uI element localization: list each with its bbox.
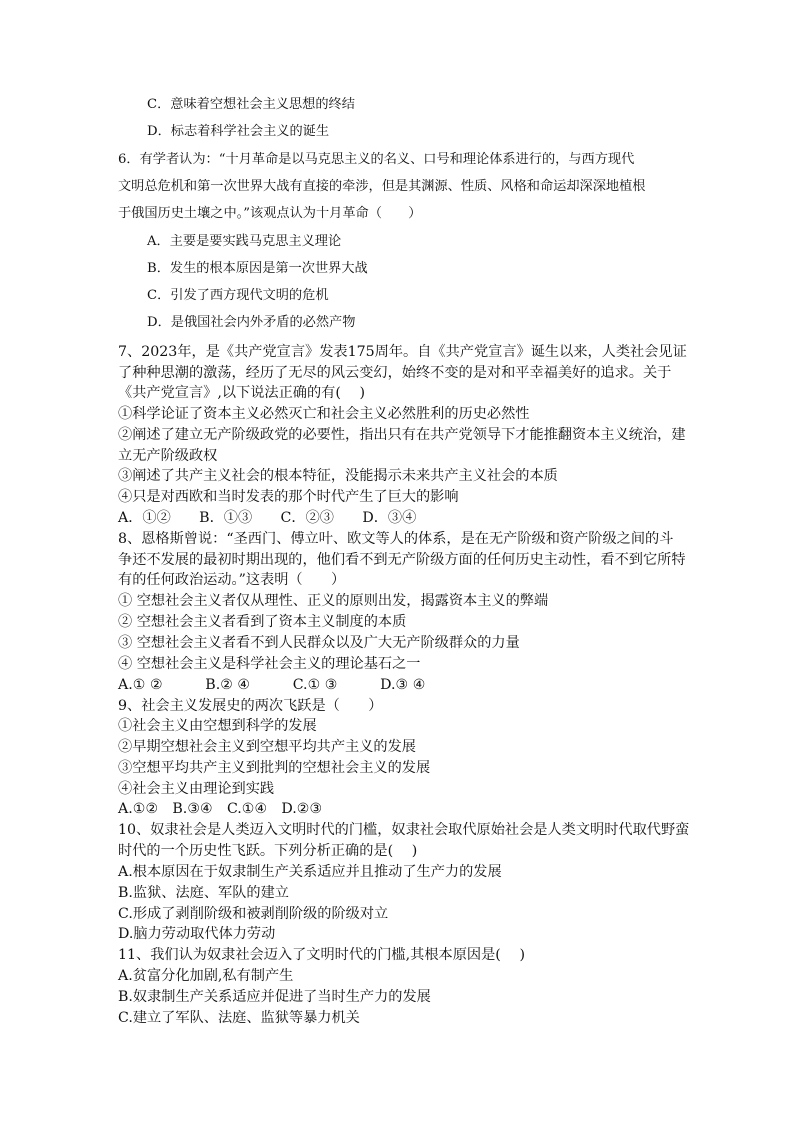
q7-statement-4: ④只是对西欧和当时发表的那个时代产生了巨大的影响 bbox=[118, 489, 459, 505]
q9-statement-4: ④社会主义由理论到实践 bbox=[118, 781, 275, 797]
q6-option-d: D．是俄国社会内外矛盾的必然产物 bbox=[147, 315, 356, 330]
q7-stem-line-3: 《共产党宣言》,以下说法正确的有( ) bbox=[118, 385, 366, 401]
q8-stem-line-3: 有的任何政治运动。”这表明（ ） bbox=[118, 572, 346, 588]
q8-statement-2: ② 空想社会主义者看到了资本主义制度的本质 bbox=[118, 614, 407, 630]
q9-statement-1: ①社会主义由空想到科学的发展 bbox=[118, 718, 317, 734]
q8-statement-3: ③ 空想社会主义者看不到人民群众以及广大无产阶级群众的力量 bbox=[118, 635, 520, 651]
q7-statement-2-cont: 立无产阶级政权 bbox=[118, 448, 218, 464]
q7-options: A．①② B．①③ C．②③ D．③④ bbox=[118, 510, 417, 526]
q6-option-c: C．引发了西方现代文明的危机 bbox=[147, 288, 329, 303]
q6-stem-line-2: 文明总危机和第一次世界大战有直接的牵涉，但是其渊源、性质、风格和命运却深深地植根 bbox=[118, 179, 646, 194]
q8-statement-4: ④ 空想社会主义是科学社会主义的理论基石之一 bbox=[118, 656, 421, 672]
q6-stem-line-3: 于俄国历史土壤之中。”该观点认为十月革命（ ） bbox=[118, 206, 422, 221]
q8-stem-line-1: 8、恩格斯曾说：“圣西门、傅立叶、欧文等人的体系，是在无产阶级和资产阶级之间的斗 bbox=[118, 531, 674, 547]
q10-stem-line-1: 10、奴隶社会是人类迈入文明时代的门槛，奴隶社会取代原始社会是人类文明时代取代野蛮 bbox=[118, 822, 690, 838]
q9-stem: 9、社会主义发展史的两次飞跃是（ ） bbox=[118, 698, 383, 714]
q5-option-d: D．标志着科学社会主义的诞生 bbox=[147, 124, 330, 139]
q6-option-b: B．发生的根本原因是第一次世界大战 bbox=[147, 261, 368, 276]
q9-statement-2: ②早期空想社会主义到空想平均共产主义的发展 bbox=[118, 739, 416, 755]
q11-option-a: A.贫富分化加剧,私有制产生 bbox=[118, 968, 294, 984]
q10-option-d: D.脑力劳动取代体力劳动 bbox=[118, 926, 276, 942]
q7-stem-line-2: 了种种思潮的激荡，经历了无尽的风云变幻，始终不变的是对和平幸福美好的追求。关于 bbox=[118, 365, 672, 381]
q10-stem-line-2: 时代的一个历史性飞跃。下列分析正确的是( ) bbox=[118, 843, 418, 859]
q11-option-c: C.建立了军队、法庭、监狱等暴力机关 bbox=[118, 1010, 360, 1026]
q11-stem: 11、我们认为奴隶社会迈入了文明时代的门槛,其根本原因是( ) bbox=[118, 947, 526, 963]
q8-stem-line-2: 争还不发展的最初时期出现的，他们看不到无产阶级方面的任何历史主动性，看不到它所特 bbox=[118, 552, 686, 568]
q9-options: A.①② B.③④ C.①④ D.②③ bbox=[118, 801, 323, 817]
q10-option-c: C.形成了剥削阶级和被剥削阶级的阶级对立 bbox=[118, 906, 389, 922]
q8-options: A.① ② B.② ④ C.① ③ D.③ ④ bbox=[118, 677, 426, 693]
q6-option-a: A．主要是要实践马克思主义理论 bbox=[147, 234, 342, 249]
q7-statement-2: ②阐述了建立无产阶级政党的必要性，指出只有在共产党领导下才能推翻资本主义统治，建 bbox=[118, 427, 686, 443]
q6-stem-line-1: 6．有学者认为：“十月革命是以马克思主义的名义、口号和理论体系进行的，与西方现代 bbox=[118, 152, 635, 167]
q7-stem-line-1: 7、2023年，是《共产党宣言》发表175周年。自《共产党宣言》诞生以来，人类社会见证 bbox=[118, 344, 687, 360]
q10-option-b: B.监狱、法庭、军队的建立 bbox=[118, 885, 289, 901]
q7-statement-3: ③阐述了共产主义社会的根本特征，没能揭示未来共产主义社会的本质 bbox=[118, 468, 558, 484]
q7-statement-1: ①科学论证了资本主义必然灭亡和社会主义必然胜利的历史必然性 bbox=[118, 406, 530, 422]
q9-statement-3: ③空想平均共产主义到批判的空想社会主义的发展 bbox=[118, 760, 431, 776]
q10-option-a: A.根本原因在于奴隶制生产关系适应并且推动了生产力的发展 bbox=[118, 864, 502, 880]
q8-statement-1: ① 空想社会主义者仅从理性、正义的原则出发，揭露资本主义的弊端 bbox=[118, 593, 549, 609]
q11-option-b: B.奴隶制生产关系适应并促进了当时生产力的发展 bbox=[118, 989, 431, 1005]
q5-option-c: C．意味着空想社会主义思想的终结 bbox=[147, 97, 355, 112]
